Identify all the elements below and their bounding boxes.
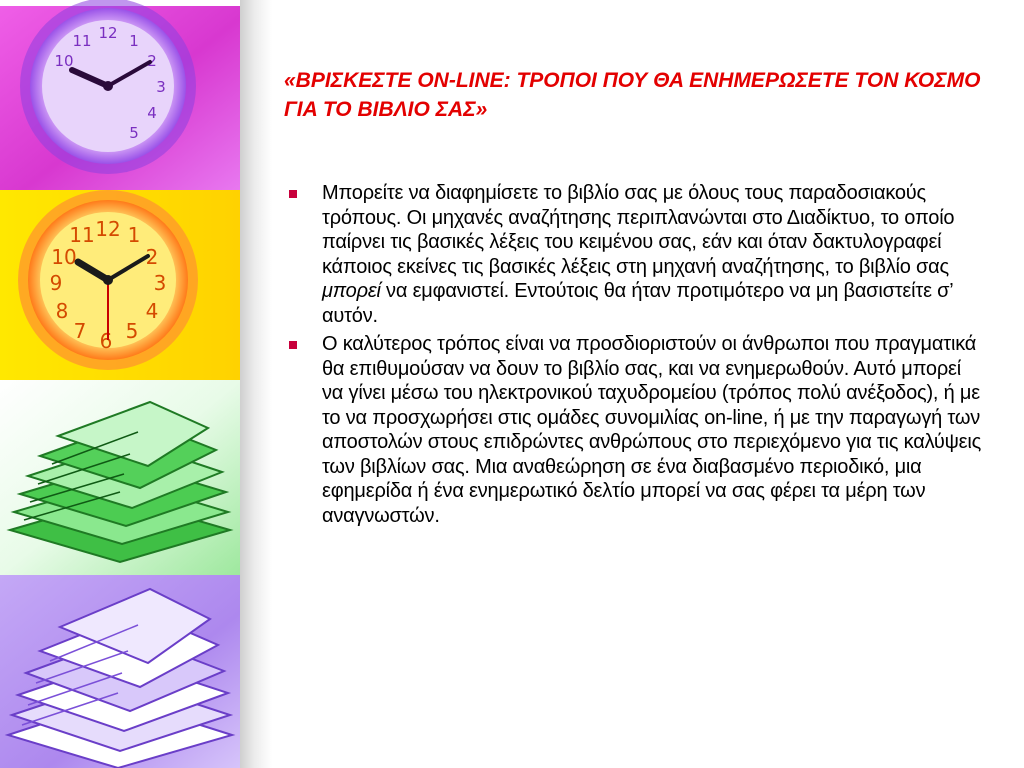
decorative-image-strip: [0, 0, 240, 768]
bullet-text-part: Μπορείτε να διαφημίσετε το βιβλίο σας με όλους τους παραδοσιακούς τρόπους. Οι μηχανές αναζήτησης περιπλανώνται στο Διαδίκτυο, το οποίο παίρνει τις βασικές λέξεις του κειμένου σας, εάν και όταν δακτυλογραφεί κάποιος εκείνες τις βασικές λέξεις στη μηχανή αναζήτησης, το βιβλίο σας: [322, 182, 955, 278]
clock-number: 2: [145, 245, 159, 269]
bullet-item: [284, 181, 984, 328]
clock-number: 11: [69, 223, 95, 247]
clock-number: 12: [98, 24, 118, 42]
bullet-text: Ο καλύτερος τρόπος είναι να προσδιοριστούν οι άνθρωποι που πραγματικά θα επιθυμούσαν να δουν το βιβλίο σας, και να ενημερωθούν. Αυτό μπορεί να γίνει μέσω του ηλεκτρονικού ταχυδρομείου (τρόπος πολύ ανέξοδος), ή με το να προσχωρήσει στις ομάδες συνομιλίας on-line, ή με την παραγωγή των αποστολών στους επιδρώντες ανθρώπους στο περιεχόμενο για τις καλύψεις των βιβλίων σας. Μια αναθεώρηση σε ένα διαβασμένο περιοδικό, μια εφημερίδα ή ένα ενημερωτικό δελτίο μπορεί να σας φέρει τα μέρη των αναγνωστών.: [322, 333, 982, 527]
orange-clock-image: [0, 190, 240, 380]
clock-number: 9: [49, 271, 63, 295]
square-bullet-icon: [289, 190, 297, 198]
clock-number: 5: [125, 319, 139, 343]
strip-shadow: [240, 0, 272, 768]
bullet-text: [322, 181, 984, 328]
clock-number: 1: [127, 223, 141, 247]
bullet-item: [284, 332, 984, 528]
lavender-books-image: [0, 575, 240, 768]
clock-number: 8: [55, 299, 69, 323]
clock-number: 3: [153, 271, 167, 295]
square-bullet-icon: [289, 341, 297, 349]
green-books-image: [0, 380, 240, 575]
clock-number: 7: [73, 319, 87, 343]
clock-number: 2: [147, 52, 157, 70]
purple-clock-image: [0, 0, 240, 190]
clock-number: 3: [156, 78, 166, 96]
slide-title: «ΒΡΙΣΚΕΣΤΕ ON-LINE: ΤΡΟΠΟΙ ΠΟΥ ΘΑ ΕΝΗΜΕΡΩΣΕΤΕ ΤΟΝ ΚΟΣΜΟ ΓΙΑ ΤΟ ΒΙΒΛΙΟ ΣΑΣ»: [284, 69, 981, 121]
clock-number: 4: [145, 299, 159, 323]
clock-number: 5: [129, 124, 139, 142]
bullet-text-part: να εμφανιστεί. Εντούτοις θα ήταν προτιμότερο να μη βασιστείτε σ’ αυτόν.: [322, 280, 953, 327]
clock-number: 11: [72, 32, 92, 50]
clock-number: 10: [51, 245, 77, 269]
clock-number: 1: [129, 32, 139, 50]
bullet-list: [284, 181, 984, 532]
clock-number: 4: [147, 104, 157, 122]
clock-number: 10: [54, 52, 74, 70]
bullet-text-emphasis: μπορεί: [322, 280, 381, 302]
clock-number: 12: [95, 217, 121, 241]
clock-number: 6: [99, 329, 113, 353]
